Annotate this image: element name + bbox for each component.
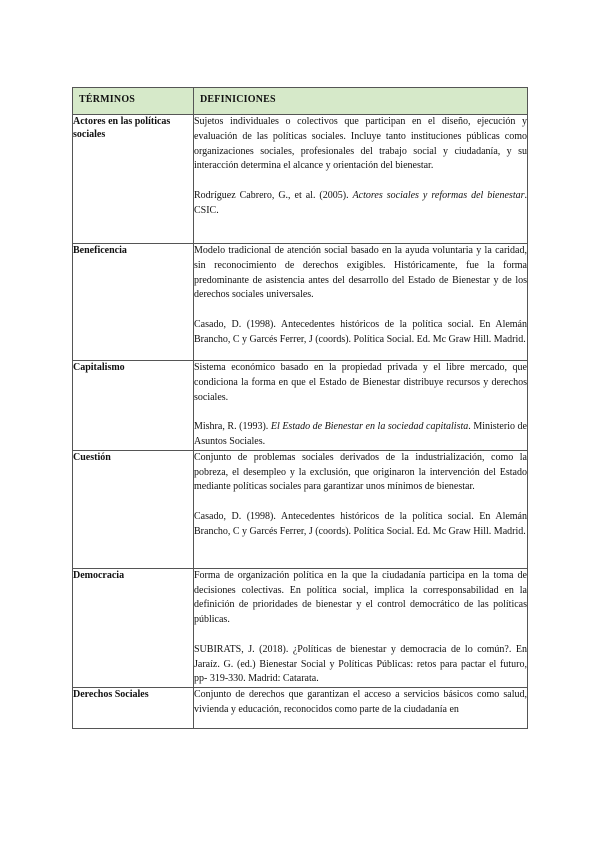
- term-cell: Cuestión: [73, 450, 194, 568]
- definition-cell: [194, 688, 528, 729]
- definition-text: Conjunto de problemas sociales derivados de la industrialización, como la pobreza, el desempleo y la exclusión, que originaron la intervención del Estado mediante políticas sociales para garantizar unos mínimos de bienestar.: [194, 451, 527, 493]
- table-header-row: [73, 88, 528, 115]
- table-row: [73, 244, 528, 361]
- reference: Casado, D. (1998). Antecedentes históricos de la política social. En Alemán Brancho, C y Garcés Ferrer, J (coords). Política Social. Ed. Mc Graw Hill. Madrid.: [194, 318, 527, 345]
- table-row: [73, 688, 528, 729]
- reference-authors: Mishra, R. (1993).: [194, 421, 271, 433]
- definition-cell: [194, 450, 528, 568]
- reference: [194, 420, 527, 450]
- definition-cell: [194, 361, 528, 451]
- glossary-table: [72, 87, 528, 729]
- definition-text: Sistema económico basado en la propiedad privada y el libre mercado, que condiciona la forma en que el Estado de Bienestar distribuye recursos y derechos sociales.: [194, 362, 527, 403]
- table-row: [73, 568, 528, 687]
- reference-publisher: . CSIC.: [194, 189, 527, 216]
- term-cell: Beneficencia: [73, 244, 194, 361]
- table-row: [73, 361, 528, 451]
- reference-title: Actores sociales y reformas del bienestar: [352, 189, 525, 201]
- table-row: [73, 450, 528, 568]
- reference-title: El Estado de Bienestar en la sociedad capitalista: [270, 421, 469, 433]
- header-definitions: DEFINICIONES: [194, 88, 528, 115]
- definition-text: Sujetos individuales o colectivos que participan en el diseño, ejecución y evaluación de las políticas sociales. Incluye tanto instituciones públicas como organizaciones sociales, profesionales del trabajo social y ciudadanía, y su interacción determina el alcance y orientación del bienestar.: [194, 116, 527, 172]
- reference: Casado, D. (1998). Antecedentes históricos de la política social. En Alemán Brancho, C y Garcés Ferrer, J (coords). Política Social. Ed. Mc Graw Hill. Madrid.: [194, 510, 527, 537]
- definition-text: Forma de organización política en la que la ciudadanía participa en la toma de decisiones colectivas. En política social, implica la corresponsabilidad en la definición de prioridades de bienestar y el control democrático de las políticas públicas.: [194, 569, 527, 626]
- term-cell: Derechos Sociales: [73, 688, 194, 729]
- reference: SUBIRATS, J. (2018). ¿Políticas de bienestar y democracia de lo común?. En Jaraíz. G. (ed.) Bienestar Social y Políticas Públicas: retos para pactar el futuro, pp- 319-330. Madrid: Catarata.: [194, 643, 527, 685]
- definition-cell: [194, 115, 528, 244]
- term-cell: Democracia: [73, 568, 194, 687]
- definition-cell: [194, 244, 528, 361]
- term-cell: Actores en las políticas sociales: [73, 115, 194, 244]
- reference-authors: Rodríguez Cabrero, G., et al. (2005).: [194, 189, 353, 201]
- table-row: [73, 115, 528, 244]
- reference: [194, 189, 527, 219]
- term-cell: Capitalismo: [73, 361, 194, 451]
- definition-text: Modelo tradicional de atención social basado en la ayuda voluntaria y la caridad, sin reconocimiento de derechos exigibles. Históricamente, fue la forma predominante de asistencia antes del desarrollo del Estado de Bienestar y de los derechos sociales universales.: [194, 245, 527, 301]
- header-terms: TÉRMINOS: [73, 88, 194, 115]
- definition-cell: [194, 568, 528, 687]
- reference-publisher: . Ministerio de Asuntos Sociales.: [194, 421, 527, 447]
- definition-text: Conjunto de derechos que garantizan el acceso a servicios básicos como salud, vivienda y educación, reconocidos como parte de la ciudadanía en: [194, 689, 527, 715]
